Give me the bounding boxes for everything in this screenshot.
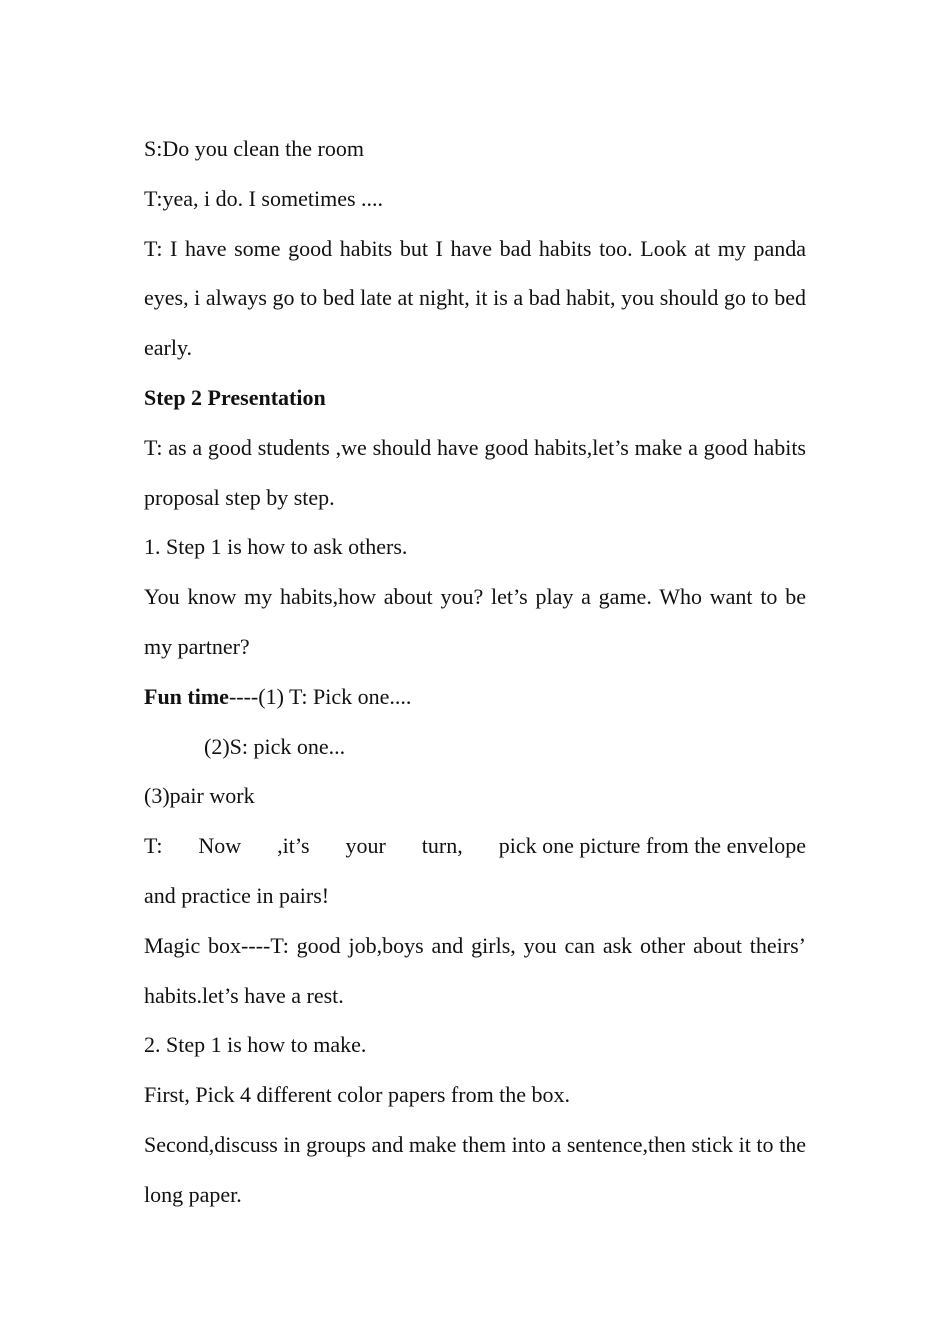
word: turn, xyxy=(421,833,463,859)
dialogue-line: T:yea, i do. I sometimes .... xyxy=(144,185,384,211)
section-heading xyxy=(144,373,806,423)
word: Now xyxy=(198,833,242,859)
justified-line xyxy=(144,821,806,871)
instruction-paragraph: Second,discuss in groups and make them into a sentence,then stick it to the long paper. xyxy=(144,1131,806,1207)
step-line: 2. Step 1 is how to make. xyxy=(144,1032,367,1058)
pair-work-line: (3)pair work xyxy=(144,783,255,809)
fun-time-rest: ----(1) T: Pick one.... xyxy=(228,683,412,709)
instruction-line: First, Pick 4 different color papers from the box. xyxy=(144,1082,571,1108)
dialogue-paragraph: You know my habits,how about you? let’s play a game. Who want to be my partner? xyxy=(144,584,806,659)
document-page xyxy=(144,124,806,1220)
dialogue-paragraph: T: as a good students ,we should have good habits,let’s make a good habits proposal step by step. xyxy=(144,434,806,510)
fun-time-label: Fun time xyxy=(144,683,229,709)
word: pick one picture from the envelope xyxy=(498,833,806,859)
step-line: 1. Step 1 is how to ask others. xyxy=(144,534,408,560)
continuation-line: and practice in pairs! xyxy=(144,882,330,908)
dialogue-paragraph: T: I have some good habits but I have bad habits too. Look at my panda eyes, i always go to bed late at night, it is a bad habit, you should go to bed early. xyxy=(144,235,806,361)
fun-time-line xyxy=(144,672,806,722)
section-heading-text: Step 2 Presentation xyxy=(144,384,326,410)
word: your xyxy=(345,833,386,859)
indented-line: (2)S: pick one... xyxy=(204,733,346,759)
word: T: xyxy=(144,833,163,859)
dialogue-paragraph: Magic box----T: good job,boys and girls, you can ask other about theirs’ habits.let’s have a rest. xyxy=(144,932,806,1008)
word: ,it’s xyxy=(277,833,310,859)
dialogue-line: S:Do you clean the room xyxy=(144,136,364,161)
